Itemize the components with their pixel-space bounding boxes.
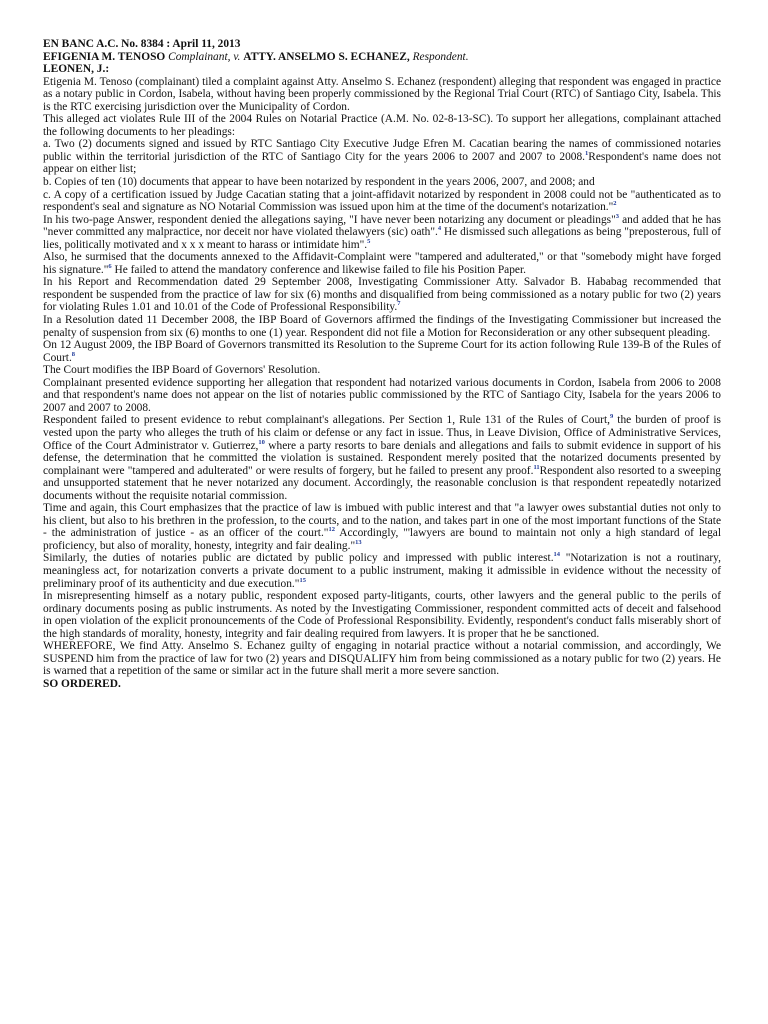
paragraph (43, 189, 721, 214)
footnote-ref: 1 (585, 150, 589, 158)
decision-document (43, 38, 721, 690)
paragraph-text: In a Resolution dated 11 December 2008, the IBP Board of Governors affirmed the findings of the Investigating Commissioner but increased the penalty of suspension from six (6) months to one (1) year. Respondent did not file a Motion for Reconsideration or any other subsequent pleading. (43, 314, 721, 339)
footnote-ref: 2 (613, 200, 617, 208)
footnote-ref: 8 (71, 350, 76, 358)
paragraph-text: He failed to attend the mandatory conference and likewise failed to file his Position Paper. (111, 263, 527, 276)
paragraph-text: Complainant presented evidence supporting her allegation that respondent had notarized various documents in Cordon, Isabela from 2006 to 2008 and that respondent's name does not appear on the list of notaries public commissioned by the RTC of Santiago City, Isabela for the years 2006 to 2007 and 2007 to 2008. (43, 376, 721, 414)
respondent-name: ATTY. ANSELMO S. ECHANEZ, (243, 50, 410, 63)
paragraph (43, 314, 721, 339)
paragraph (43, 364, 721, 377)
paragraph-text: The Court modifies the IBP Board of Governors' Resolution. (43, 364, 321, 377)
paragraph-text: Similarly, the duties of notaries public are dictated by public policy and impressed with public interest. (43, 552, 554, 565)
footnote-ref: 10 (258, 438, 265, 446)
paragraph-text: and added that he has "never committed any malpractice, nor deceit nor have violated thelawyers (sic) oath". (43, 213, 721, 239)
paragraph (43, 590, 721, 640)
paragraph-text: Respondent failed to present evidence to rebut complainant's allegations. Per Section 1, Rule 131 of the Rules of Court, (43, 414, 610, 427)
paragraph (43, 138, 721, 176)
footnote-ref: 3 (615, 212, 619, 220)
footnote-ref: 14 (553, 551, 561, 559)
paragraph-text: In his two-page Answer, respondent denied the allegations saying, "I have never been notarizing any document or pleadings" (43, 213, 616, 226)
paragraph (43, 502, 721, 552)
paragraph (43, 377, 721, 415)
complainant-name: EFIGENIA M. TENOSO (43, 50, 166, 63)
paragraph-text: Time and again, this Court emphasizes that the practice of law is imbued with public interest and that "a lawyer owes substantial duties not only to his client, but also to his brethren in the profession, to the courts, and to the nation, and takes part in one of the most important functions of the State - the administration of justice - as an officer of the court." (43, 502, 721, 540)
versus-label: , v. (227, 50, 244, 63)
decision-body (43, 76, 721, 678)
complainant-role: Complainant (168, 50, 228, 63)
paragraph-text: Etigenia M. Tenoso (complainant) tiled a complaint against Atty. Anselmo S. Echanez (respondent) alleging that respondent was engaged in practice as a notary public in Cordon, Isabela, without having been properly commissioned by the Regional Trial Court (RTC) of Santiago City, Isabela. This is the RTC exercising jurisdiction over the Municipality of Cordon. (43, 75, 721, 113)
paragraph-text: Respondent's name does not appear on either list; (43, 150, 721, 176)
paragraph (43, 552, 721, 590)
case-heading: EN BANC A.C. No. 8384 : April 11, 2013 (43, 38, 241, 50)
paragraph (43, 214, 721, 252)
paragraph-text: Respondent also resorted to a sweeping and unsupported statement that he never notarized any document. Accordingly, the reasonable conclusion is that respondent repeatedly notarized documents without the requisite notarial commission. (43, 464, 721, 502)
paragraph (43, 76, 721, 114)
footnote-ref: 11 (533, 463, 540, 471)
paragraph-text: the burden of proof is vested upon the party who alleges the truth of his claim or defense or any fact in issue. Thus, in Leave Division, Office of Administrative Services, Office of the Court Administrator v. Gutierrez, (43, 414, 721, 452)
paragraph (43, 414, 721, 502)
closing-line: SO ORDERED. (43, 677, 121, 690)
paragraph-text: In his Report and Recommendation dated 29 September 2008, Investigating Commissioner Atty. Salvador B. Hababag recommended that respondent be suspended from the practice of law for six (6) months and disqualified from being commissioned as a notary public for two (2) years for violating Rules 1.01 and 10.01 of the Code of Professional Responsibility. (43, 276, 721, 314)
paragraph-text: where a party resorts to bare denials and allegations and fails to submit evidence in support of his defense, the determination that he committed the violation is sustained. Respondent merely posited that the notarized documents presented by complainant were "tampered and adulterated" or were results of forgery, but he failed to present any proof. (43, 439, 721, 477)
paragraph (43, 251, 721, 276)
footnote-ref: 6 (108, 263, 112, 271)
paragraph-text: WHEREFORE, We find Atty. Anselmo S. Echanez guilty of engaging in notarial practice without a notarial commission, and accordingly, We SUSPEND him from the practice of law for two (2) years and DISQUALIFY him from being commissioned as a notary public for two (2) years. He is warned that a repetition of the same or similar act in the future shall merit a more severe sanction. (43, 640, 721, 678)
paragraph-text: b. Copies of ten (10) documents that appear to have been notarized by respondent in the years 2006, 2007, and 2008; and (43, 176, 595, 189)
paragraph (43, 113, 721, 138)
paragraph-text: On 12 August 2009, the IBP Board of Governors transmitted its Resolution to the Supreme Court for its action following Rule 139-B of the Rules of Court. (43, 339, 721, 364)
footnote-ref: 4 (437, 225, 442, 233)
footnote-ref: 9 (609, 413, 614, 421)
ponente: LEONEN, J.: (43, 63, 110, 76)
paragraph-text: Accordingly, "'lawyers are bound to maintain not only a high standard of legal proficiency, but also of morality, honesty, integrity and fair dealing." (43, 527, 722, 552)
paragraph-text: "Notarization is not a routinary, meaningless act, for notarization converts a private document to a public instrument, making it admissible in evidence without the necessity of preliminary proof of its authenticity and due execution." (43, 552, 721, 590)
paragraph-text: This alleged act violates Rule III of the 2004 Rules on Notarial Practice (A.M. No. 02-8-13-SC). To support her allegations, complainant attached the following documents to her pleadings: (43, 113, 721, 138)
respondent-role: Respondent. (412, 50, 469, 63)
paragraph-text: In misrepresenting himself as a notary public, respondent exposed party-litigants, courts, other lawyers and the general public to the perils of ordinary documents posing as public instruments. As noted by the Investigating Commissioner, respondent committed acts of deceit and falsehood in open violation of the explicit pronouncements of the Code of Professional Responsibility. Evidently, respondent's conduct falls miserably short of the high standards of morality, honesty, integrity and fair dealing required from lawyers. It is proper that he be sanctioned. (43, 590, 721, 640)
paragraph-text: He dismissed such allegations as being "preposterous, full of lies, politically motivated and x x x meant to harass or intimidate him". (43, 226, 721, 251)
paragraph-text: a. Two (2) documents signed and issued by RTC Santiago City Executive Judge Efren M. Cacatian bearing the names of commissioned notaries public within the territorial jurisdiction of the RTC of Santiago City for the years 2006 to 2007 and 2007 to 2008. (43, 138, 721, 163)
paragraph-text: Also, he surmised that the documents annexed to the Affidavit-Complaint were "tampered and adulterated," or that "somebody might have forged his signature." (43, 251, 721, 276)
paragraph (43, 339, 721, 364)
paragraph (43, 640, 721, 678)
footnote-ref: 13 (355, 539, 362, 547)
footnote-ref: 7 (397, 300, 401, 308)
footnote-ref: 12 (328, 526, 335, 534)
paragraph (43, 276, 721, 314)
paragraph (43, 176, 721, 189)
footnote-ref: 5 (367, 237, 371, 245)
case-parties (43, 51, 721, 64)
footnote-ref: 15 (299, 576, 306, 584)
paragraph-text: c. A copy of a certification issued by Judge Cacatian stating that a joint-affidavit notarized by respondent in 2008 could not be "authenticated as to respondent's seal and signature as NO Notarial Commission was issued upon him at the time of the document's notarization." (43, 188, 721, 214)
